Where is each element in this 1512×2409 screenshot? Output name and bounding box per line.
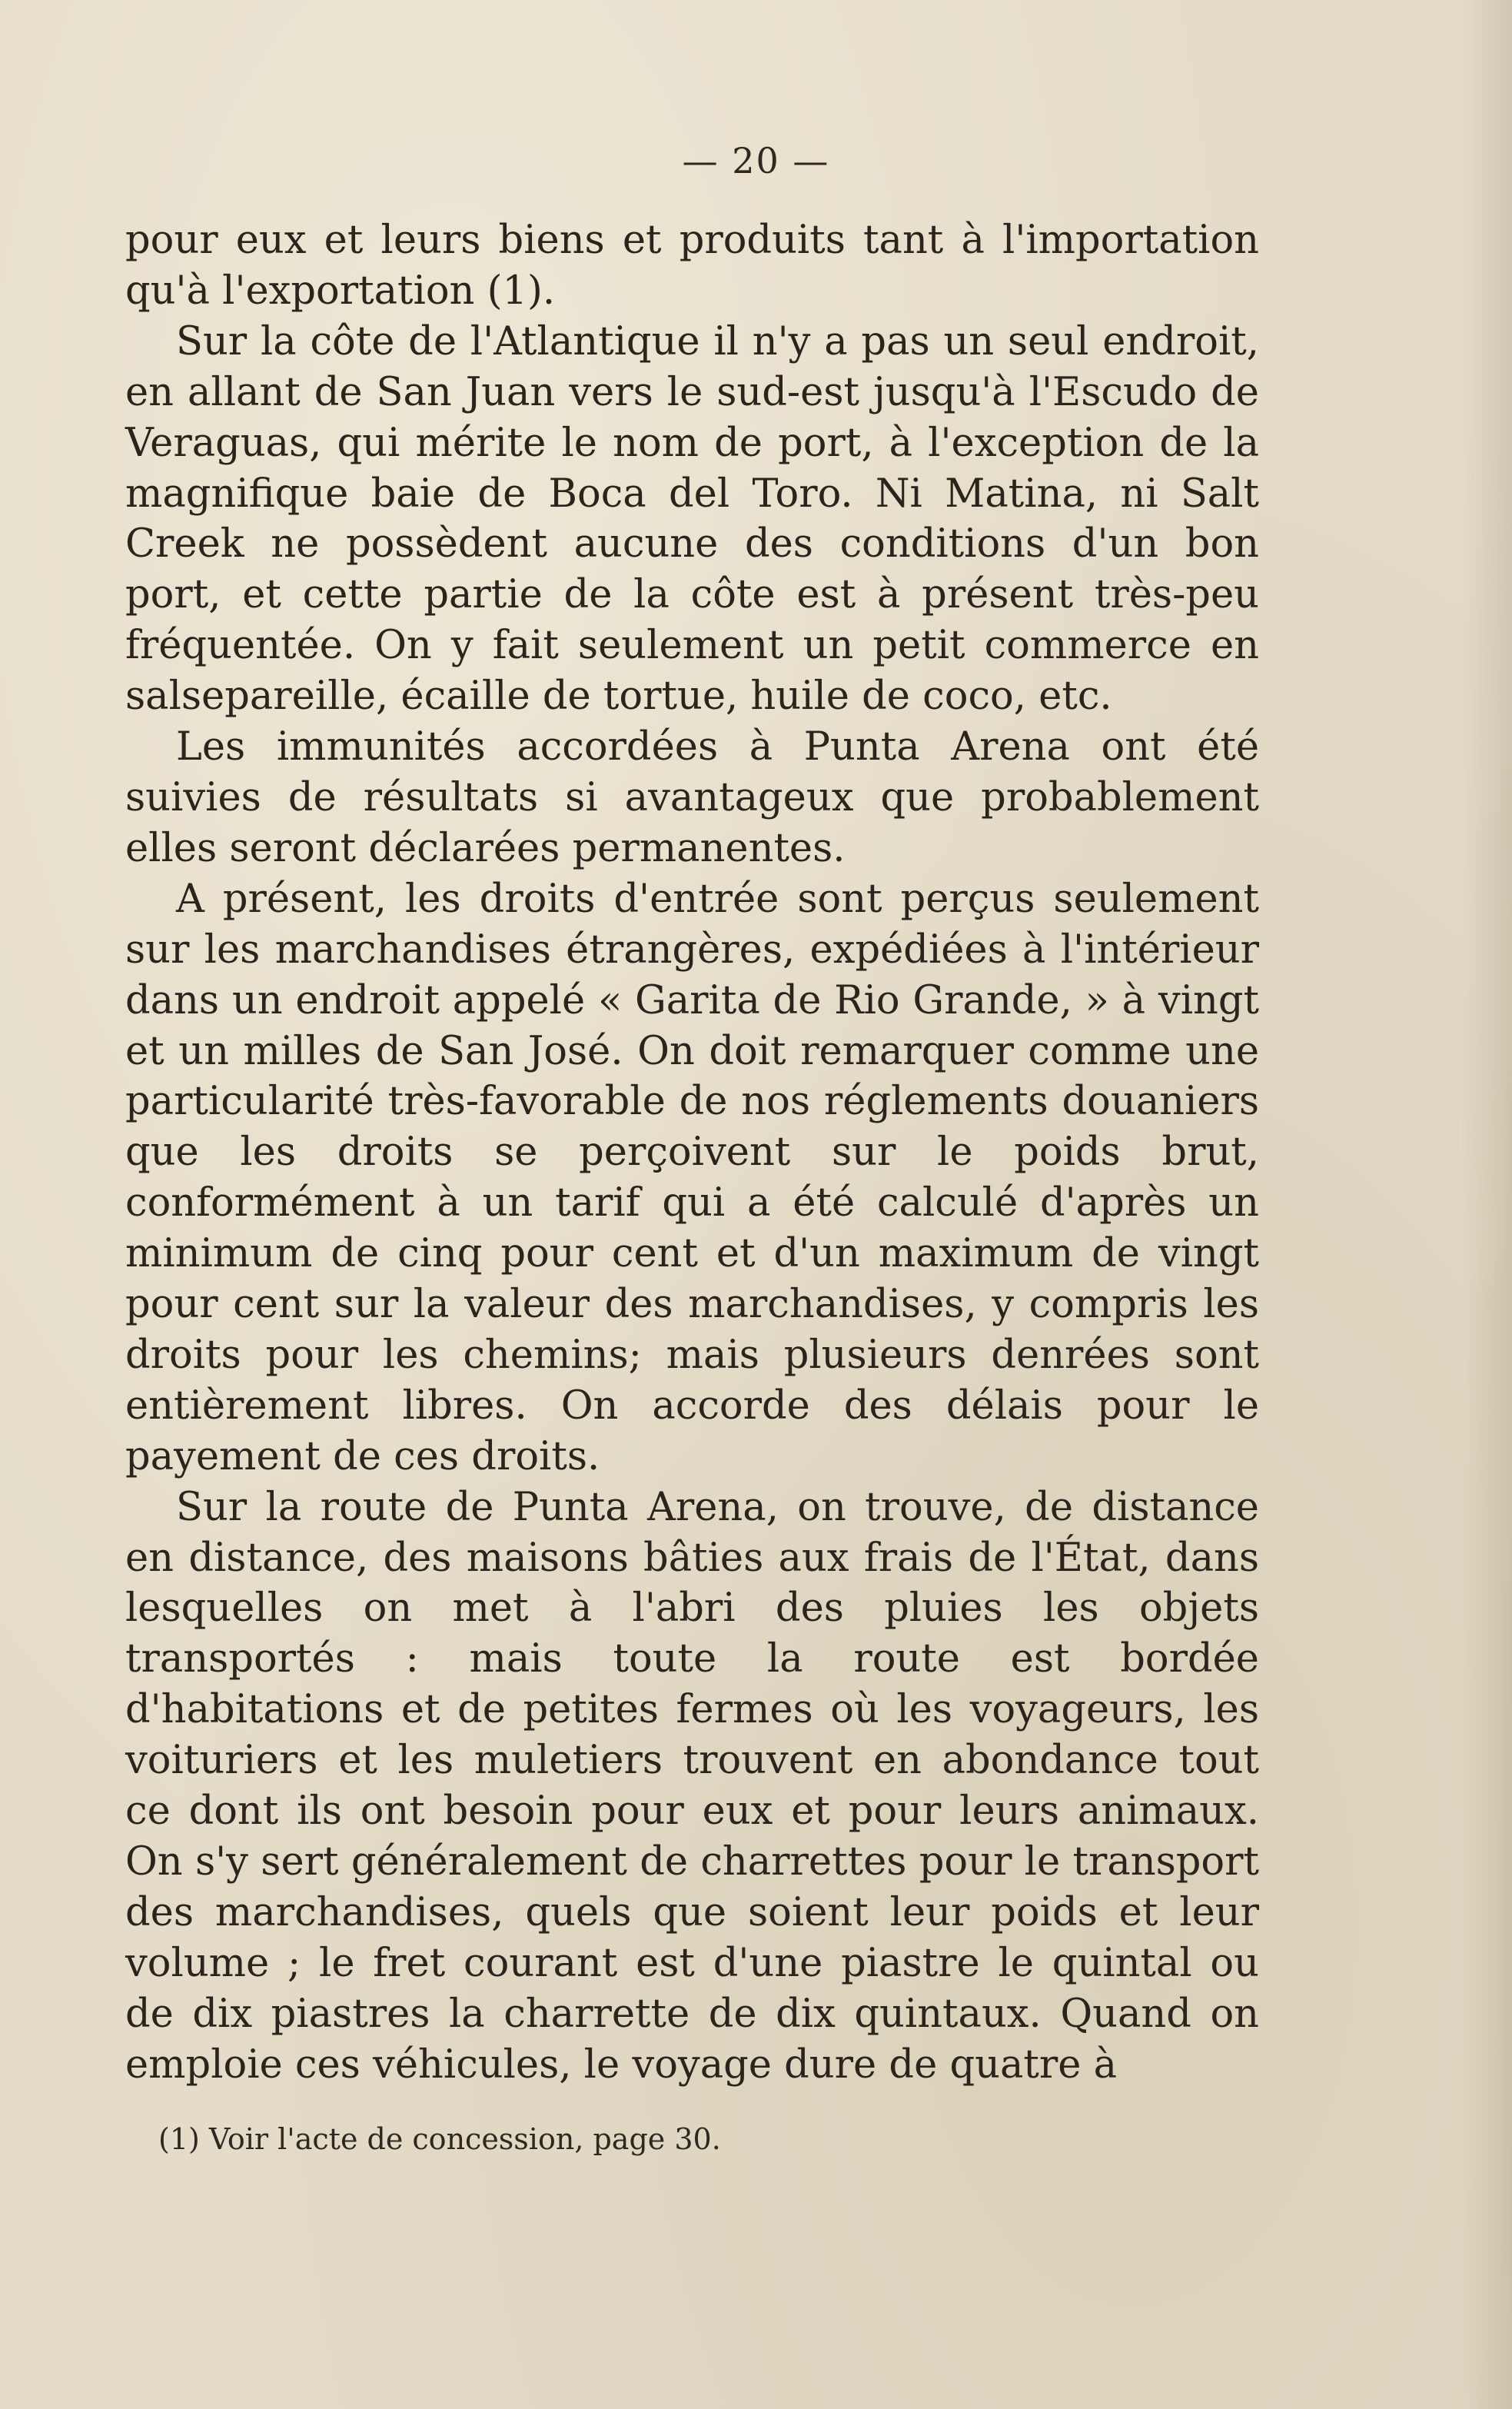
paragraph-4: A présent, les droits d'entrée sont perçus seulement sur les marchandises étrangères, expédiées à l'intérieur dans un endroit appelé « Garita de Rio Grande, » à vingt et un milles de San José. On doit remarquer comme une particularité très-favorable de nos réglements douaniers que les droits se perçoivent sur le poids brut, conformément à un tarif qui a été calculé d'après un minimum de cinq pour cent et d'un maximum de vingt pour cent sur la valeur des marchandises, y compris les droits pour les chemins; mais plusieurs denrées sont entièrement libres. On accorde des délais pour le payement de ces droits. (125, 876, 1259, 1479)
paragraph-5: Sur la route de Punta Arena, on trouve, de distance en distance, des maisons bâties aux frais de l'État, dans lesquelles on met à l'abri des pluies les objets transportés : mais toute la route est bordée d'habitations et de petites fermes où les voyageurs, les voituriers et les muletiers trouvent en abondance tout ce dont ils ont besoin pour eux et pour leurs animaux. On s'y sert généralement de charrettes pour le transport des marchandises, quels que soient leur poids et leur volume ; le fret courant est d'une piastre le quintal ou de dix piastres la charrette de dix quintaux. Quand on emploie ces véhicules, le voyage dure de quatre à (125, 1484, 1259, 2088)
page-edge-shadow (1460, 0, 1512, 2409)
paragraph-3: Les immunités accordées à Punta Arena ont été suivies de résultats si avantageux que probablement elles seront déclarées permanentes. (125, 724, 1259, 871)
footnote: (1) Voir l'acte de concession, page 30. (158, 2122, 721, 2156)
body-text (125, 215, 1259, 2091)
paragraph-1: pour eux et leurs biens et produits tant à l'importation qu'à l'exportation (1). (125, 218, 1259, 314)
paragraph-2: Sur la côte de l'Atlantique il n'y a pas un seul endroit, en allant de San Juan vers le sud-est jusqu'à l'Escudo de Veraguas, qui mérite le nom de port, à l'exception de la magnifique baie de Boca del Toro. Ni Matina, ni Salt Creek ne possèdent aucune des conditions d'un bon port, et cette partie de la côte est à présent très-peu fréquentée. On y fait seulement un petit commerce en salsepareille, écaille de tortue, huile de coco, etc. (125, 318, 1259, 720)
page-number: — 20 — (682, 140, 830, 181)
